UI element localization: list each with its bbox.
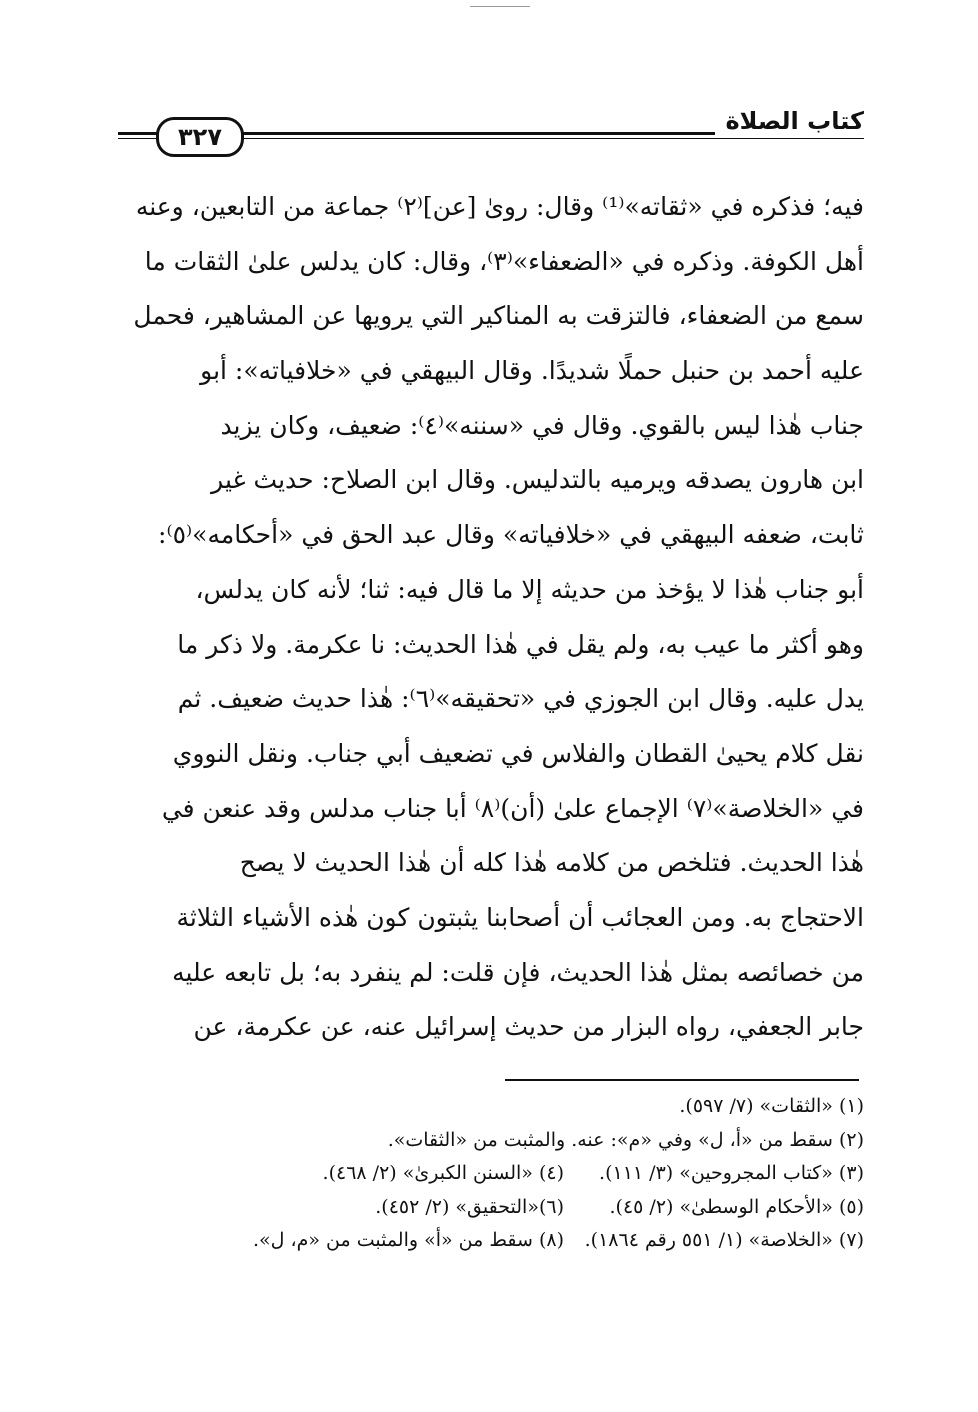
footnote-row [118,1191,864,1225]
footnote-8: (٨) سقط من «أ» والمثبت من «م، ل». [252,1229,564,1251]
footnote-5: (٥) «الأحكام الوسطىٰ» (٢/ ٤٥). [609,1195,864,1218]
footnote-row [118,1124,864,1158]
footnote-6: (٦)«التحقيق» (٢/ ٤٥٢). [375,1195,564,1218]
body-line: من خصائصه بمثل هٰذا الحديث، فإن قلت: لم ينفرد به؛ بل تابعه عليه [172,957,864,987]
body-line: يدل عليه. وقال ابن الجوزي في «تحقيقه»⁽٦⁾: هٰذا حديث ضعيف. ثم [177,684,864,714]
body-line: الاحتجاج به. ومن العجائب أن أصحابنا يثبتون كون هٰذه الأشياء الثلاثة [176,902,864,932]
body-text [118,180,864,1055]
body-line: عليه أحمد بن حنبل حملًا شديدًا. وقال البيهقي في «خلافياته»: أبو [200,356,864,386]
top-edge-mark [470,6,530,7]
footnote-2: (٢) سقط من «أ، ل» وفي «م»: عنه. والمثبت من «الثقات». [387,1128,864,1151]
body-line: سمع من الضعفاء، فالتزقت به المناكير التي يرويها عن المشاهير، فحمل [133,301,864,331]
body-line: أهل الكوفة. وذكره في «الضعفاء»⁽٣⁾، وقال: كان يدلس علىٰ الثقات ما [144,246,864,276]
running-title: كتاب الصلاة [715,107,864,135]
page-header [118,107,864,155]
footnote-7: (٧) «الخلاصة» (١/ ٥٥١ رقم ١٨٦٤). [584,1229,864,1251]
footnote-row [118,1090,864,1124]
body-line: نقل كلام يحيىٰ القطان والفلاس في تضعيف أبي جناب. ونقل النووي [172,738,864,768]
footnote-1: (١) «الثقات» (٧/ ٥٩٧). [679,1095,864,1117]
body-line: جناب هٰذا ليس بالقوي. وقال في «سننه»⁽٤⁾: ضعيف، وكان يزيد [220,410,864,440]
body-line: أبو جناب هٰذا لا يؤخذ من حديثه إلا ما قال فيه: ثنا؛ لأنه كان يدلس، [195,574,864,604]
page-number: ٣٢٧ [156,117,244,157]
footnote-4: (٤) «السنن الكبرىٰ» (٢/ ٤٦٨). [322,1162,564,1184]
body-line: فيه؛ فذكره في «ثقاته»⁽¹⁾ وقال: روىٰ [عن]⁽٢⁾ جماعة من التابعين، وعنه [135,192,864,221]
footnote-row [118,1157,864,1191]
footnote-row [118,1224,864,1258]
body-line: في «الخلاصة»⁽٧⁾ الإجماع علىٰ (أن)⁽٨⁾ أبا جناب مدلس وقد عنعن في [161,793,864,823]
footnotes [118,1090,864,1258]
footnote-3: (٣) «كتاب المجروحين» (٣/ ١١١). [599,1162,864,1184]
body-line: هٰذا الحديث. فتلخص من كلامه هٰذا كله أن هٰذا الحديث لا يصح [239,848,864,878]
footnote-separator [505,1079,859,1081]
body-line: ابن هارون يصدقه ويرميه بالتدليس. وقال ابن الصلاح: حديث غير [211,465,864,495]
body-line: جابر الجعفي، رواه البزار من حديث إسرائيل عنه، عن عكرمة، عن [193,1012,864,1042]
body-line: وهو أكثر ما عيب به، ولم يقل في هٰذا الحديث: نا عكرمة. ولا ذكر ما [177,629,864,659]
body-line: ثابت، ضعفه البيهقي في «خلافياته» وقال عبد الحق في «أحكامه»⁽٥⁾: [158,520,864,550]
